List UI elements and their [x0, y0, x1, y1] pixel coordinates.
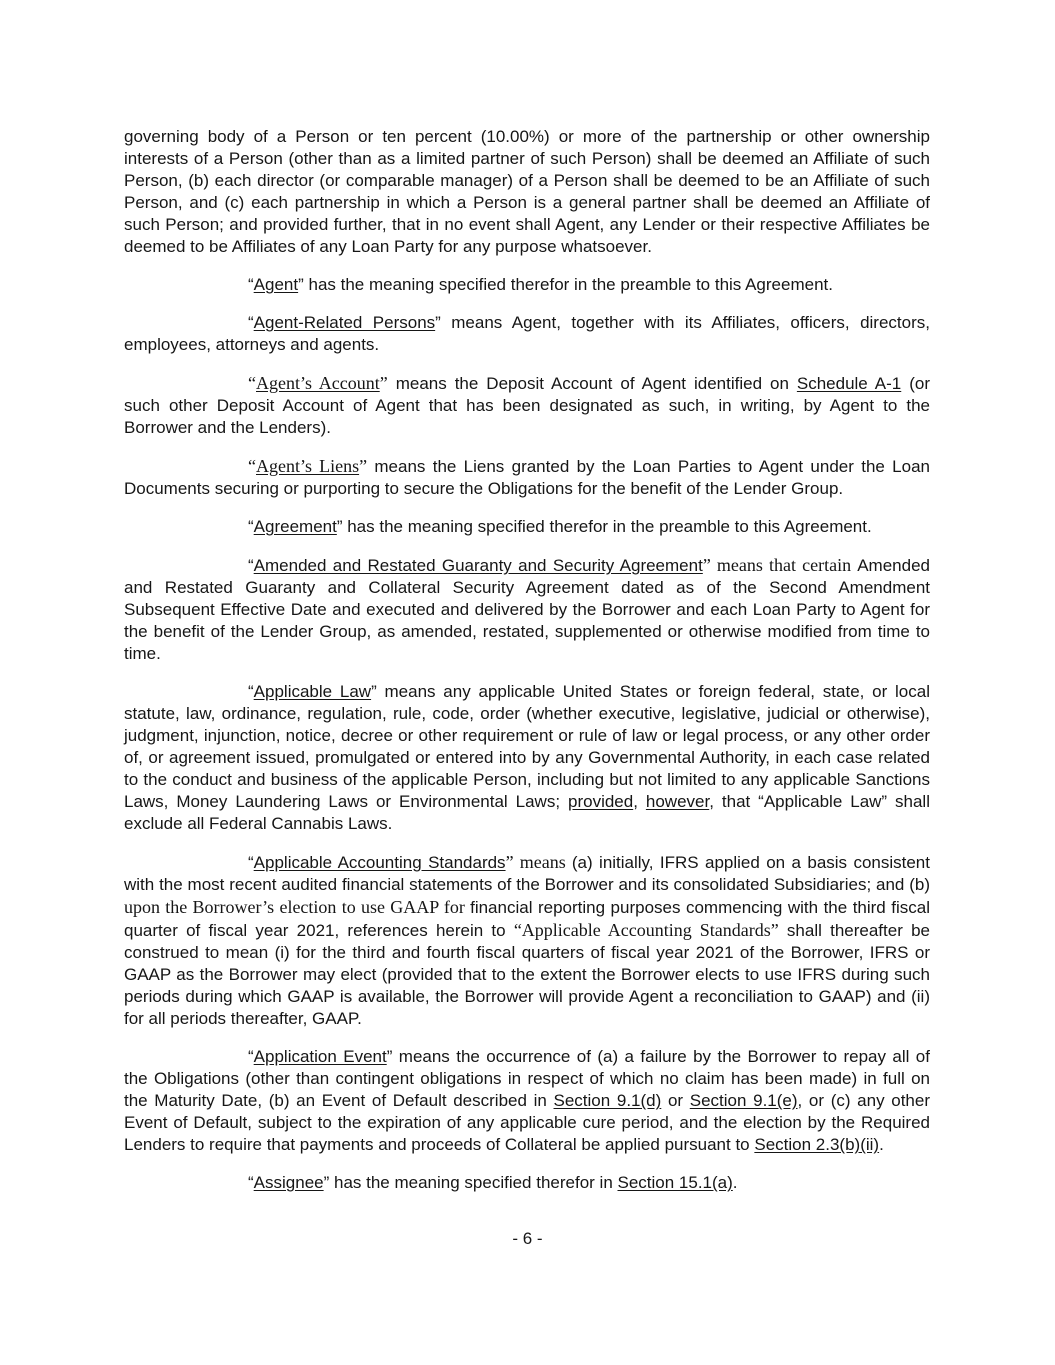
paragraph-definition-application-event: [124, 1046, 930, 1156]
body-text: ” has the meaning specified therefor in the preamble to this Agreement.: [336, 517, 872, 536]
paragraph-affiliate-definition-continuation: [124, 126, 930, 258]
paragraph-definition-agents-account: [124, 372, 930, 439]
body-text: , or (c) any other Event of Default, subject to the expiration of any applicable cure period, and the election by the Required Lenders to require that payments and proceeds of Collateral be applied pursuant to: [124, 1091, 931, 1154]
body-text: ” has the meaning specified therefor in: [323, 1173, 618, 1192]
body-text: ” means any applicable United States or foreign federal, state, or local statute, law, ordinance, regulation, rule, code, order (whether executive, legislative, judicial or otherwise), judgment, injunction, notice, decree or other requirement or rule of law or legal process, or any other order of, or agreement issued, promulgated or entered into by any Governmental Authority, in each case related to the conduct and business of the applicable Person, including but not limited to any applicable Sanctions Laws, Money Laundering Laws or Environmental Laws;: [124, 682, 930, 811]
body-text-serif: ” means that certain: [702, 555, 858, 575]
body-text: (or such other Deposit Account of Agent that has been designated as such, in writing, by Agent to the Borrower and the Lenders).: [124, 374, 930, 437]
body-text: .: [732, 1173, 738, 1192]
schedule-a1-reference: Schedule A-1: [796, 374, 902, 393]
defined-term-applicable-law: Applicable Law: [253, 682, 372, 701]
open-quote: “: [248, 1047, 254, 1066]
body-text: ,: [633, 792, 646, 811]
defined-term-applicable-accounting-standards: Applicable Accounting Standards: [253, 853, 506, 872]
section-15-1-a-reference: Section 15.1(a): [617, 1173, 733, 1192]
defined-term-amended-restated-guaranty: Amended and Restated Guaranty and Security Agreement: [253, 556, 703, 575]
defined-term-agents-account: Agent’s Account: [256, 373, 380, 393]
section-2-3-b-ii-reference: Section 2.3(b)(ii): [754, 1135, 880, 1154]
open-quote: “: [248, 853, 254, 872]
close-quote: ”: [359, 456, 368, 476]
open-quote: “: [248, 456, 256, 476]
section-9-1-e-reference: Section 9.1(e): [689, 1091, 798, 1110]
defined-term-application-event: Application Event: [253, 1047, 387, 1066]
body-text: ” means the occurrence of (a) a failure by the Borrower to repay all of the Obligations (other than contingent obligations in respect of which no claim has been made) in full on the Maturity Date, (b) an Event of Default described in: [124, 1047, 930, 1110]
proviso-provided: provided: [568, 792, 634, 811]
paragraph-definition-agreement: [124, 516, 930, 538]
body-text: means the Liens granted by the Loan Parties to Agent under the Loan Documents securing or purporting to secure the Obligations for the benefit of the Lender Group.: [124, 457, 930, 498]
open-quote: “: [248, 556, 254, 575]
open-quote: “: [248, 275, 254, 294]
defined-term-agents-liens: Agent’s Liens: [256, 456, 360, 476]
body-text: financial reporting purposes commencing with the third fiscal quarter of fiscal year 2021, references herein to: [124, 898, 930, 940]
body-text: ” means Agent, together with its Affiliates, officers, directors, employees, attorneys and agents.: [124, 313, 930, 354]
defined-term-assignee: Assignee: [253, 1173, 324, 1192]
body-text: Amended and Restated Guaranty and Collateral Security Agreement dated as of the Second Amendment Subsequent Effective Date and executed and delivered by the Borrower and each Loan Party to Agent for the benefit of the Lender Group, as amended, restated, supplemented or otherwise modified from time to time.: [124, 556, 930, 663]
paragraph-definition-applicable-accounting-standards: [124, 851, 930, 1030]
body-text: (a) initially, IFRS applied on a basis consistent with the most recent audited financial statements of the Borrower and its consolidated Subsidiaries; and (b): [124, 853, 930, 894]
paragraph-definition-amended-restated-guaranty: [124, 554, 930, 665]
paragraph-definition-agent-related-persons: [124, 312, 930, 356]
defined-term-agent-related-persons: Agent-Related Persons: [253, 313, 436, 332]
paragraph-definition-agent: [124, 274, 930, 296]
paragraph-definition-agents-liens: [124, 455, 930, 500]
quoted-term-reference: “Applicable Accounting Standards”: [513, 920, 779, 940]
close-quote: ”: [379, 373, 388, 393]
body-text: governing body of a Person or ten percent (10.00%) or more of the partnership or other ownership interests of a Person (other than as a limited partner of such Person) shall be deemed an Affiliate of such Person, (b) each director (or comparable manager) of a Person shall be deemed to be an Affiliate of such Person, and (c) each partnership in which a Person is a general partner shall be deemed an Affiliate of such Person; and provided further, that in no event shall Agent, any Lender or their respective Affiliates be deemed to be Affiliates of any Loan Party for any purpose whatsoever.: [124, 127, 930, 256]
body-text-serif: upon the Borrower’s election to use GAAP for: [124, 897, 471, 917]
body-text: ” has the meaning specified therefor in the preamble to this Agreement.: [298, 275, 833, 294]
paragraph-definition-applicable-law: [124, 681, 930, 835]
page-body: [124, 126, 930, 1210]
body-text: , that “Applicable Law” shall exclude all Federal Cannabis Laws.: [124, 792, 930, 833]
body-text: or: [661, 1091, 690, 1110]
body-text: .: [879, 1135, 884, 1154]
open-quote: “: [248, 517, 254, 536]
body-text: shall thereafter be construed to mean (i) for the third and fourth fiscal quarters of fiscal year 2021 of the Borrower, IFRS or GAAP as the Borrower may elect (provided that to the extent the Borrower elects to use IFRS during such periods during which GAAP is available, the Borrower will provide Agent a reconciliation to GAAP) and (ii) for all periods thereafter, GAAP.: [124, 921, 930, 1028]
page-number: - 6 -: [512, 1229, 543, 1248]
proviso-however: however: [645, 792, 710, 811]
open-quote: “: [248, 313, 254, 332]
body-text-serif: ” means: [505, 852, 572, 872]
body-text: means the Deposit Account of Agent identified on: [387, 374, 797, 393]
open-quote: “: [248, 1173, 254, 1192]
open-quote: “: [248, 373, 256, 393]
open-quote: “: [248, 682, 254, 701]
defined-term-agent: Agent: [253, 275, 299, 294]
defined-term-agreement: Agreement: [253, 517, 337, 536]
section-9-1-d-reference: Section 9.1(d): [553, 1091, 662, 1110]
paragraph-definition-assignee: [124, 1172, 930, 1194]
